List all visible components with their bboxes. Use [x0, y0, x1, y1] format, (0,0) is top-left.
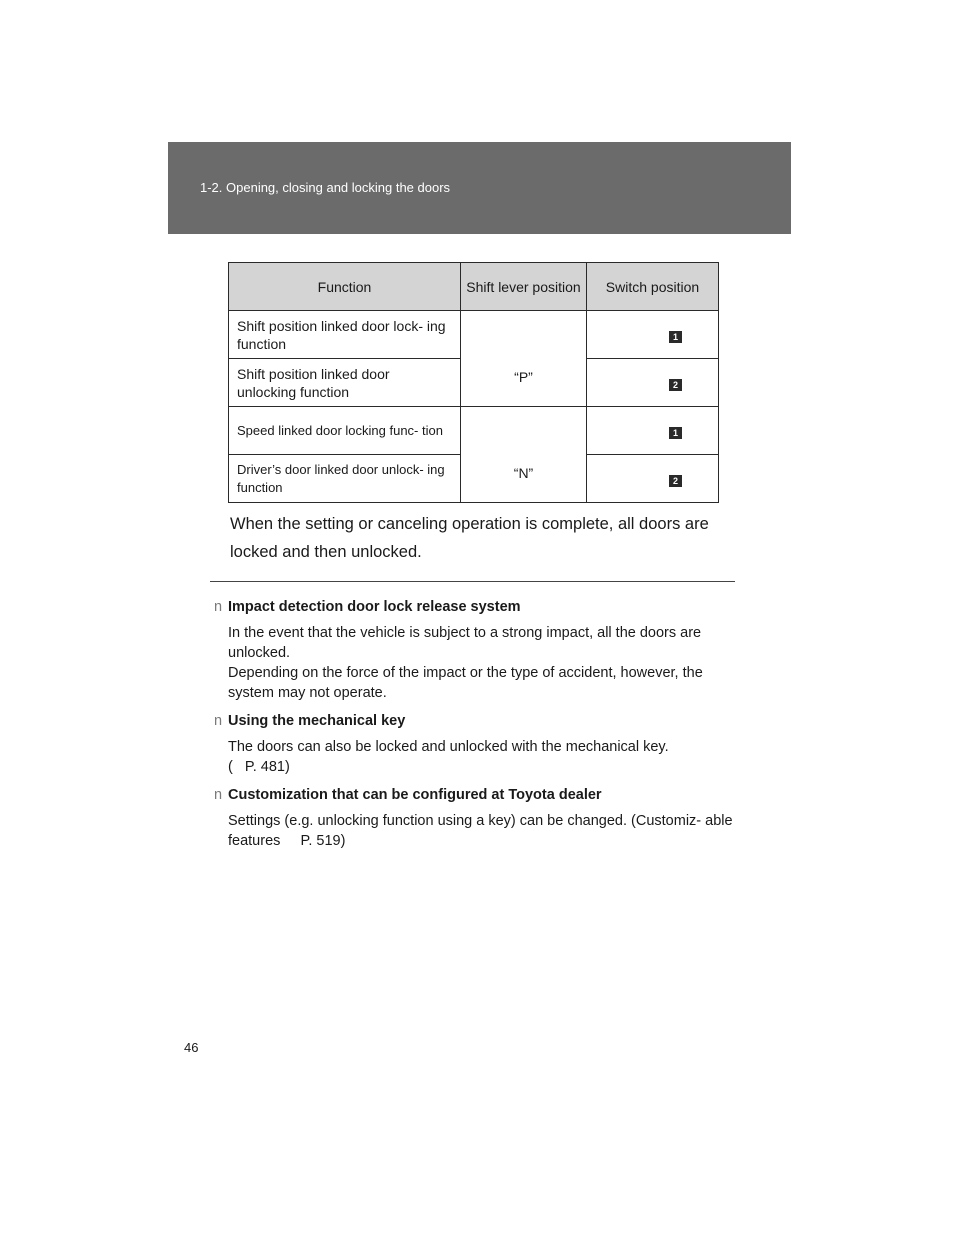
switch-number-badge: 2: [669, 475, 682, 487]
shift-position-cell: [461, 407, 587, 503]
note-body: Settings (e.g. unlocking function using a key) can be changed. (Customiz- able features P. 519): [228, 813, 737, 849]
column-header-function: Function: [229, 263, 461, 311]
shift-position-value: “P”: [514, 368, 533, 385]
settings-table: [228, 262, 719, 503]
bullet-icon: n: [214, 599, 223, 615]
table-header-row: [229, 263, 719, 311]
switch-number-badge: 1: [669, 331, 682, 343]
page-number: 46: [184, 1040, 199, 1055]
function-cell: Speed linked door locking func- tion: [229, 407, 461, 455]
column-header-switch-position: Switch position: [587, 263, 719, 311]
function-cell: Shift position linked door unlocking function: [229, 359, 461, 407]
switch-position-cell: [587, 311, 719, 359]
note-body: Depending on the force of the impact or the type of accident, however, the system may not operate.: [228, 665, 703, 701]
switch-position-cell: [587, 455, 719, 503]
note-title: Impact detection door lock release system: [228, 599, 521, 615]
function-cell: Driver’s door linked door unlock- ing function: [229, 455, 461, 503]
table-row: [229, 311, 719, 359]
note-heading: [214, 711, 734, 731]
note-mechanical-key: [214, 711, 734, 777]
bullet-icon: n: [214, 787, 223, 803]
note-body: The doors can also be locked and unlocked with the mechanical key.: [228, 739, 669, 755]
notes-section: [214, 597, 737, 859]
completion-note: When the setting or canceling operation is complete, all doors are locked and then unlocked.: [230, 515, 709, 561]
function-cell: Shift position linked door lock- ing function: [229, 311, 461, 359]
switch-number-badge: 1: [669, 427, 682, 439]
switch-position-cell: [587, 359, 719, 407]
section-header: [168, 142, 791, 234]
note-title: Customization that can be configured at Toyota dealer: [228, 787, 602, 803]
switch-position-cell: [587, 407, 719, 455]
section-divider: [210, 581, 735, 582]
page-reference: ( P. 481): [228, 759, 290, 775]
shift-position-cell: [461, 311, 587, 407]
note-customization: [214, 785, 737, 851]
note-body: In the event that the vehicle is subject to a strong impact, all the doors are unlocked.: [228, 625, 702, 661]
section-title: 1-2. Opening, closing and locking the doors: [200, 180, 451, 195]
bullet-icon: n: [214, 713, 223, 729]
column-header-shift-lever-position: Shift lever position: [461, 263, 587, 311]
note-impact-detection: [214, 597, 734, 703]
note-title: Using the mechanical key: [228, 713, 406, 729]
table-row: [229, 407, 719, 455]
shift-position-value: “N”: [513, 464, 534, 481]
note-heading: [214, 597, 734, 617]
note-heading: [214, 785, 734, 805]
switch-number-badge: 2: [669, 379, 682, 391]
